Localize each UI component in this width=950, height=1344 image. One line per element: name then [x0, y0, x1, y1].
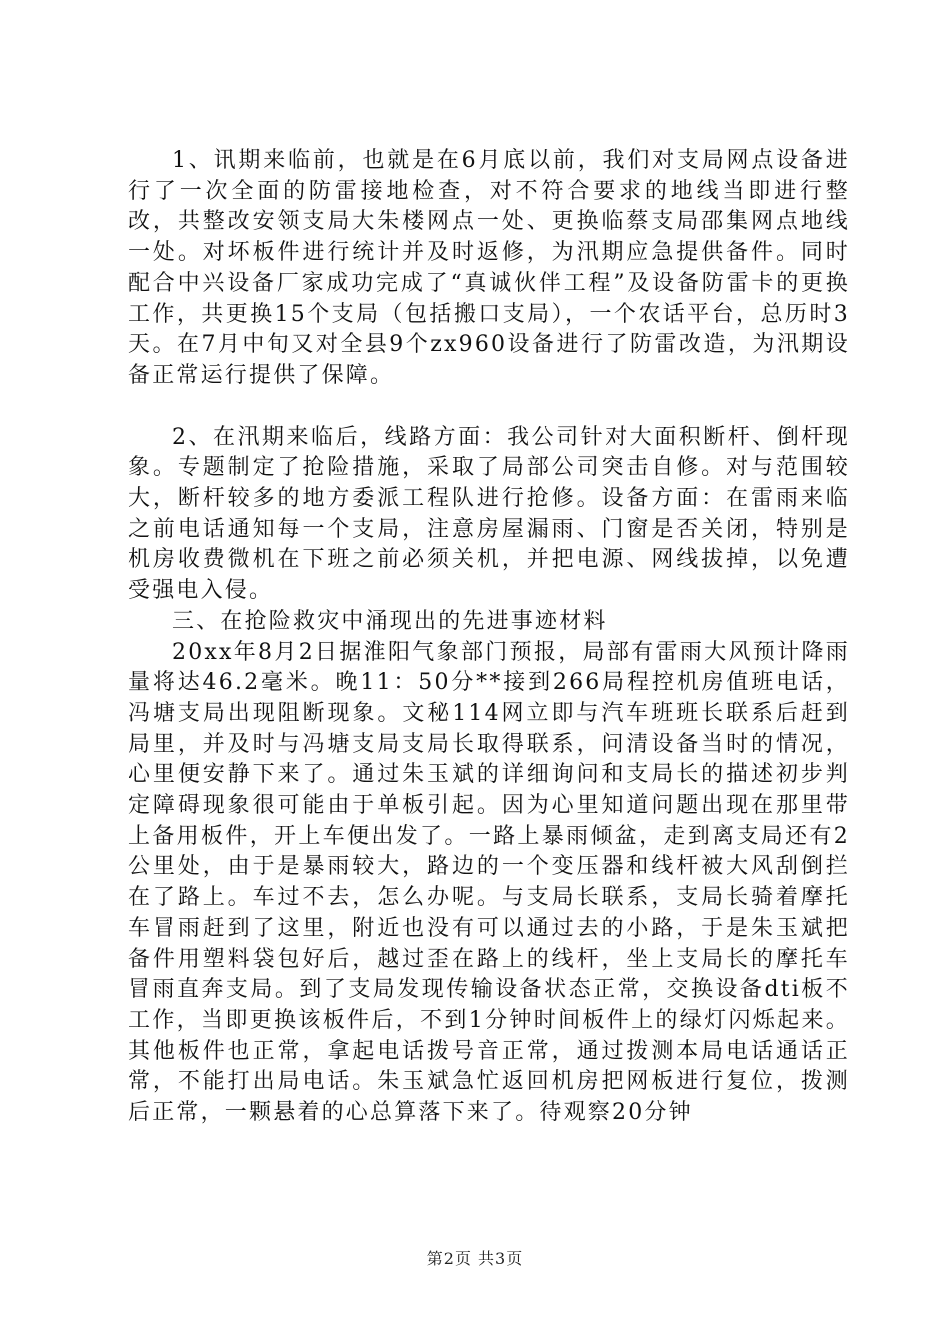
- paragraph-flood-prep: 1、讯期来临前，也就是在6月底以前，我们对支局网点设备进行了一次全面的防雷接地检查，对不符合要求的地线当即进行整改，共整改安领支局大朱楼网点一处、更换临蔡支局邵集网点地线一处。对坏板件进行统计并及时返修，为汛期应急提供备件。同时配合中兴设备厂家成功完成了“真诚伙伴工程”及设备防雷卡的更换工作，共更换15个支局（包括搬口支局），一个农话平台，总历时3天。在7月中旬又对全县9个zx960设备进行了防雷改造，为汛期设备正常运行提供了保障。: [128, 148, 850, 388]
- paragraph-spacer: [128, 392, 850, 423]
- page-number-footer: 第2页 共3页: [426, 1249, 524, 1268]
- section-heading-advanced-deeds: 三、在抢险救灾中涌现出的先进事迹材料: [172, 608, 608, 634]
- document-body: [128, 146, 850, 1129]
- paragraph-rescue-story: 20xx年8月2日据淮阳气象部门预报，局部有雷雨大风预计降雨量将达46.2毫米。晚11：50分**接到266局程控机房值班电话，冯塘支局出现阻断现象。文秘114网立即与汽车班班长联系后赶到局里，并及时与冯塘支局支局长取得联系，问清设备当时的情况，心里便安静下来了。通过朱玉斌的详细询问和支局长的描述初步判定障碍现象很可能由于单板引起。因为心里知道问题出现在那里带上备用板件，开上车便出发了。一路上暴雨倾盆，走到离支局还有2公里处，由于是暴雨较大，路边的一个变压器和线杆被大风刮倒拦在了路上。车过不去，怎么办呢。与支局长联系，支局长骑着摩托车冒雨赶到了这里，附近也没有可以通过去的小路，于是朱玉斌把备件用塑料袋包好后，越过歪在路上的线杆，坐上支局长的摩托车冒雨直奔支局。到了支局发现传输设备状态正常，交换设备dti板不工作，当即更换该板件后，不到1分钟时间板件上的绿灯闪烁起来。其他板件也正常，拿起电话拨号音正常，通过拨测本局电话通话正常，不能打出局电话。朱玉斌急忙返回机房把网板进行复位，拨测后正常，一颗悬着的心总算落下来了。待观察20分钟: [128, 639, 850, 1126]
- paragraph-flood-response: 2、在汛期来临后，线路方面：我公司针对大面积断杆、倒杆现象。专题制定了抢险措施，采取了局部公司突击自修。对与范围较大，断杆较多的地方委派工程队进行抢修。设备方面：在雷雨来临之前电话通知每一个支局，注意房屋漏雨、门窗是否关闭，特别是机房收费微机在下班之前必须关机，并把电源、网线拔掉，以免遭受强电入侵。: [128, 424, 850, 604]
